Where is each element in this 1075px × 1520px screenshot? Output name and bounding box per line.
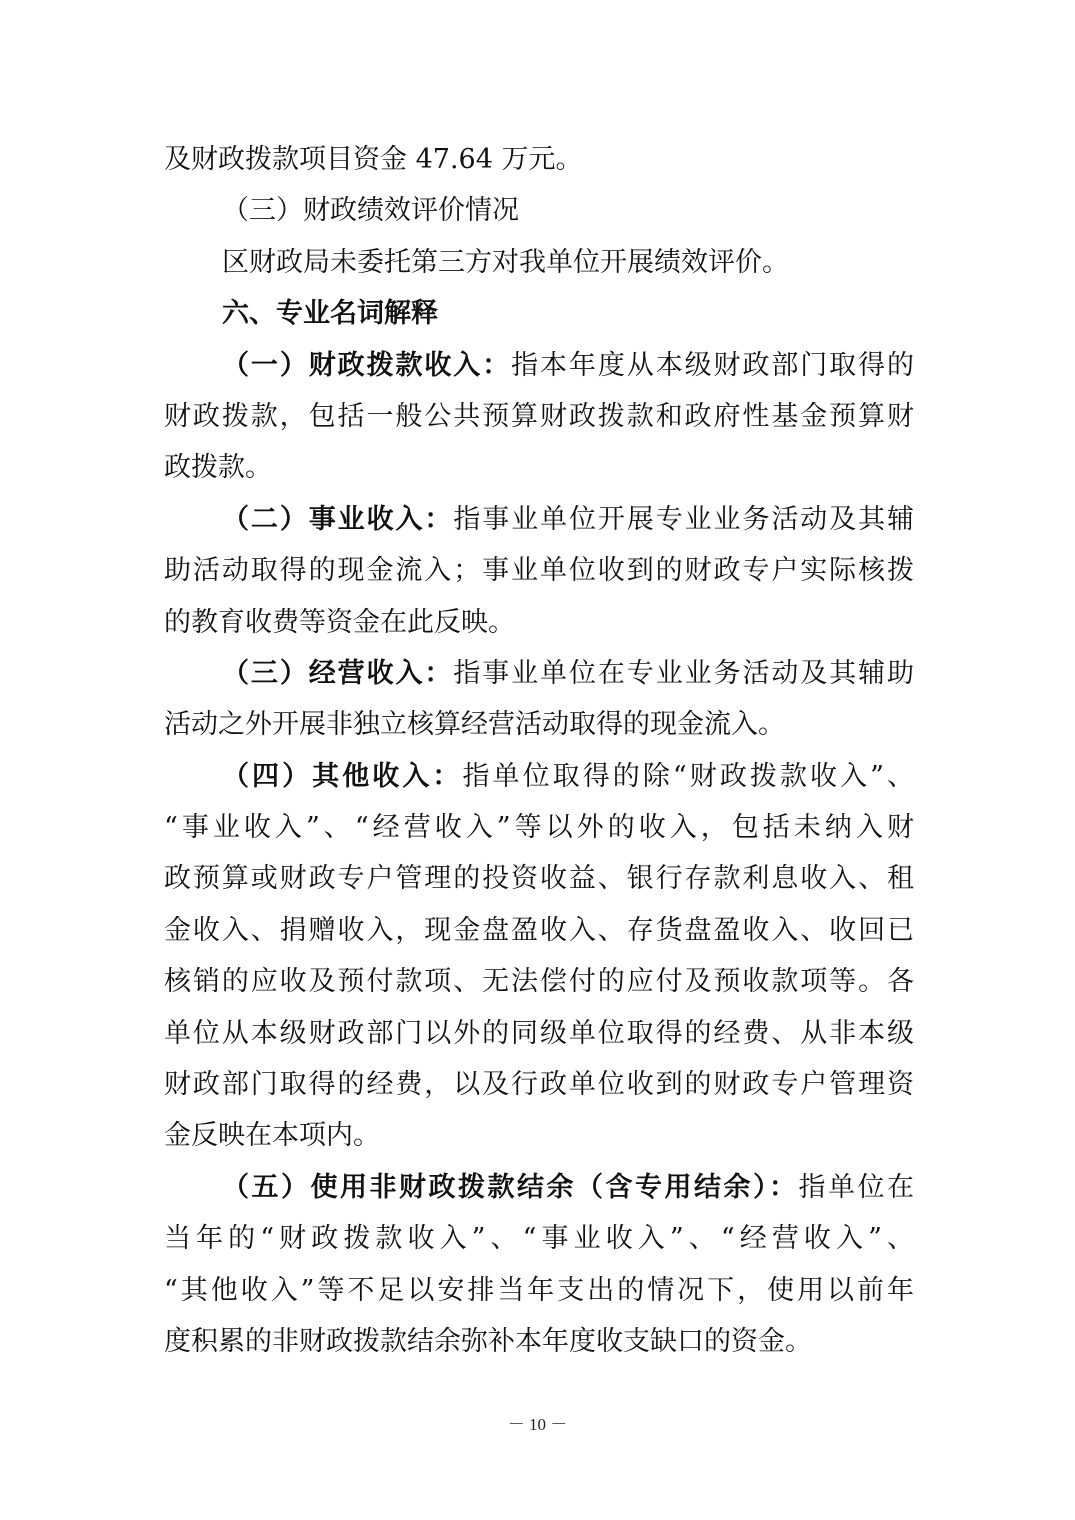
term-definition-line: [164, 494, 914, 545]
paragraph-line: 及财政拨款项目资金 47.64 万元。: [164, 144, 583, 175]
term-label: （一）财政拨款收入：: [222, 349, 512, 381]
term-definition-line: [164, 751, 914, 802]
paragraph-line: 度积累的非财政拨款结余弥补本年度收支缺口的资金。: [164, 1325, 812, 1357]
paragraph-line: 活动之外开展非独立核算经营活动取得的现金流入。: [164, 709, 785, 741]
definition-text: 指事业单位开展专业业务活动及其辅: [453, 503, 915, 535]
term-definition-line: [164, 340, 914, 391]
paragraph-line: “其他收入”等不足以安排当年支出的情况下，使用以前年: [164, 1274, 914, 1306]
paragraph-line: 金收入、捐赠收入，现金盘盈收入、存货盘盈收入、收回已: [164, 914, 914, 946]
definition-text: 指单位在: [798, 1171, 914, 1203]
paragraph-line: 单位从本级财政部门以外的同级单位取得的经费、从非本级: [164, 1017, 914, 1049]
paragraph-line: 助活动取得的现金流入；事业单位收到的财政专户实际核拨: [164, 555, 914, 587]
term-label: （二）事业收入：: [222, 503, 454, 535]
definition-text: 指本年度从本级财政部门取得的: [511, 349, 915, 381]
page-number: － 10 －: [507, 1415, 568, 1434]
term-definition-line: [164, 1162, 914, 1213]
paragraph-line: “事业收入”、“经营收入”等以外的收入，包括未纳入财: [164, 812, 914, 844]
definition-text: 指事业单位在专业业务活动及其辅助: [453, 657, 915, 689]
chapter-heading: 六、专业名词解释: [222, 298, 438, 330]
paragraph-line: 核销的应收及预付款项、无法偿付的应付及预收款项等。各: [164, 966, 914, 998]
term-label: （三）经营收入：: [222, 657, 454, 689]
term-label: （五）使用非财政拨款结余（含专用结余）：: [222, 1171, 799, 1203]
paragraph-line: 政预算或财政专户管理的投资收益、银行存款利息收入、租: [164, 863, 914, 895]
paragraph-line: 区财政局未委托第三方对我单位开展绩效评价。: [222, 246, 789, 278]
paragraph-line: 财政拨款，包括一般公共预算财政拨款和政府性基金预算财: [164, 400, 914, 432]
paragraph-line: 的教育收费等资金在此反映。: [164, 606, 515, 638]
term-definition-line: [164, 648, 914, 699]
paragraph-line: 金反映在本项内。: [164, 1120, 380, 1152]
paragraph-line: 财政部门取得的经费，以及行政单位收到的财政专户管理资: [164, 1069, 914, 1101]
paragraph-line: 当年的“财政拨款收入”、“事业收入”、“经营收入”、: [164, 1223, 914, 1255]
definition-text: 指单位取得的除“财政拨款收入”、: [462, 760, 914, 792]
section-heading: （三）财政绩效评价情况: [222, 195, 519, 227]
term-label: （四）其他收入：: [222, 760, 463, 792]
document-body: [164, 134, 914, 1367]
paragraph-line: 政拨款。: [164, 452, 272, 484]
